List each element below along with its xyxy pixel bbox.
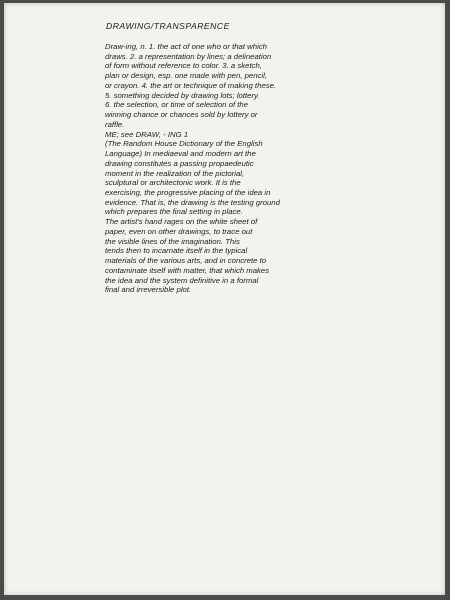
text-line: (The Random House Dictionary of the English xyxy=(105,139,263,149)
text-line: 5. something decided by drawing lots; lottery. xyxy=(105,90,260,100)
page-sheet xyxy=(4,3,445,595)
text-line: the idea and the system definitive in a formal xyxy=(105,275,259,285)
text-line: ME; see DRAW, - ING 1 xyxy=(105,129,189,139)
text-line: Draw-ing, n. 1. the act of one who or that which xyxy=(105,42,267,51)
text-line: Language) In mediaeval and modern art the xyxy=(105,149,256,159)
page-title: DRAWING/TRANSPARENCE xyxy=(106,21,230,31)
text-line: paper, even on other drawings, to trace out xyxy=(105,226,253,236)
definition-text-block xyxy=(105,42,340,295)
text-line: tends then to incarnate itself in the typical xyxy=(105,246,248,256)
text-line: the visible lines of the imagination. This xyxy=(105,236,240,246)
text-line: contaminate itself with matter, that which makes xyxy=(105,265,270,275)
text-line: materials of the various arts, and in concrete to xyxy=(105,256,267,266)
text-line: sculptural or architectonic work. It is the xyxy=(105,178,241,188)
text-line: evidence. That is, the drawing is the testing ground xyxy=(105,197,280,207)
text-line: draws. 2. a representation by lines; a delineation xyxy=(105,51,272,61)
text-line: or crayon. 4. the art or technique of making these. xyxy=(105,80,277,90)
text-line: 6. the selection, or time of selection of the xyxy=(105,100,249,110)
text-line: exercising, the progressive placing of the idea in xyxy=(105,188,271,198)
text-line: raffle. xyxy=(105,119,125,129)
text-line: winning chance or chances sold by lottery or xyxy=(105,110,258,120)
text-line: final and irreversible plot. xyxy=(105,285,192,295)
text-line: of form without reference to color. 3. a sketch, xyxy=(105,61,262,71)
text-line: which prepares the final setting in place. xyxy=(105,207,243,217)
sheet-left-edge xyxy=(4,3,6,595)
text-line: drawing constitutes a passing propaedeutic xyxy=(105,158,254,168)
text-line: moment in the realization of the pictorial, xyxy=(105,168,245,178)
text-line: plan or design, esp. one made with pen, pencil, xyxy=(105,71,267,81)
text-line: The artist's hand rages on the white sheet of xyxy=(105,217,258,227)
